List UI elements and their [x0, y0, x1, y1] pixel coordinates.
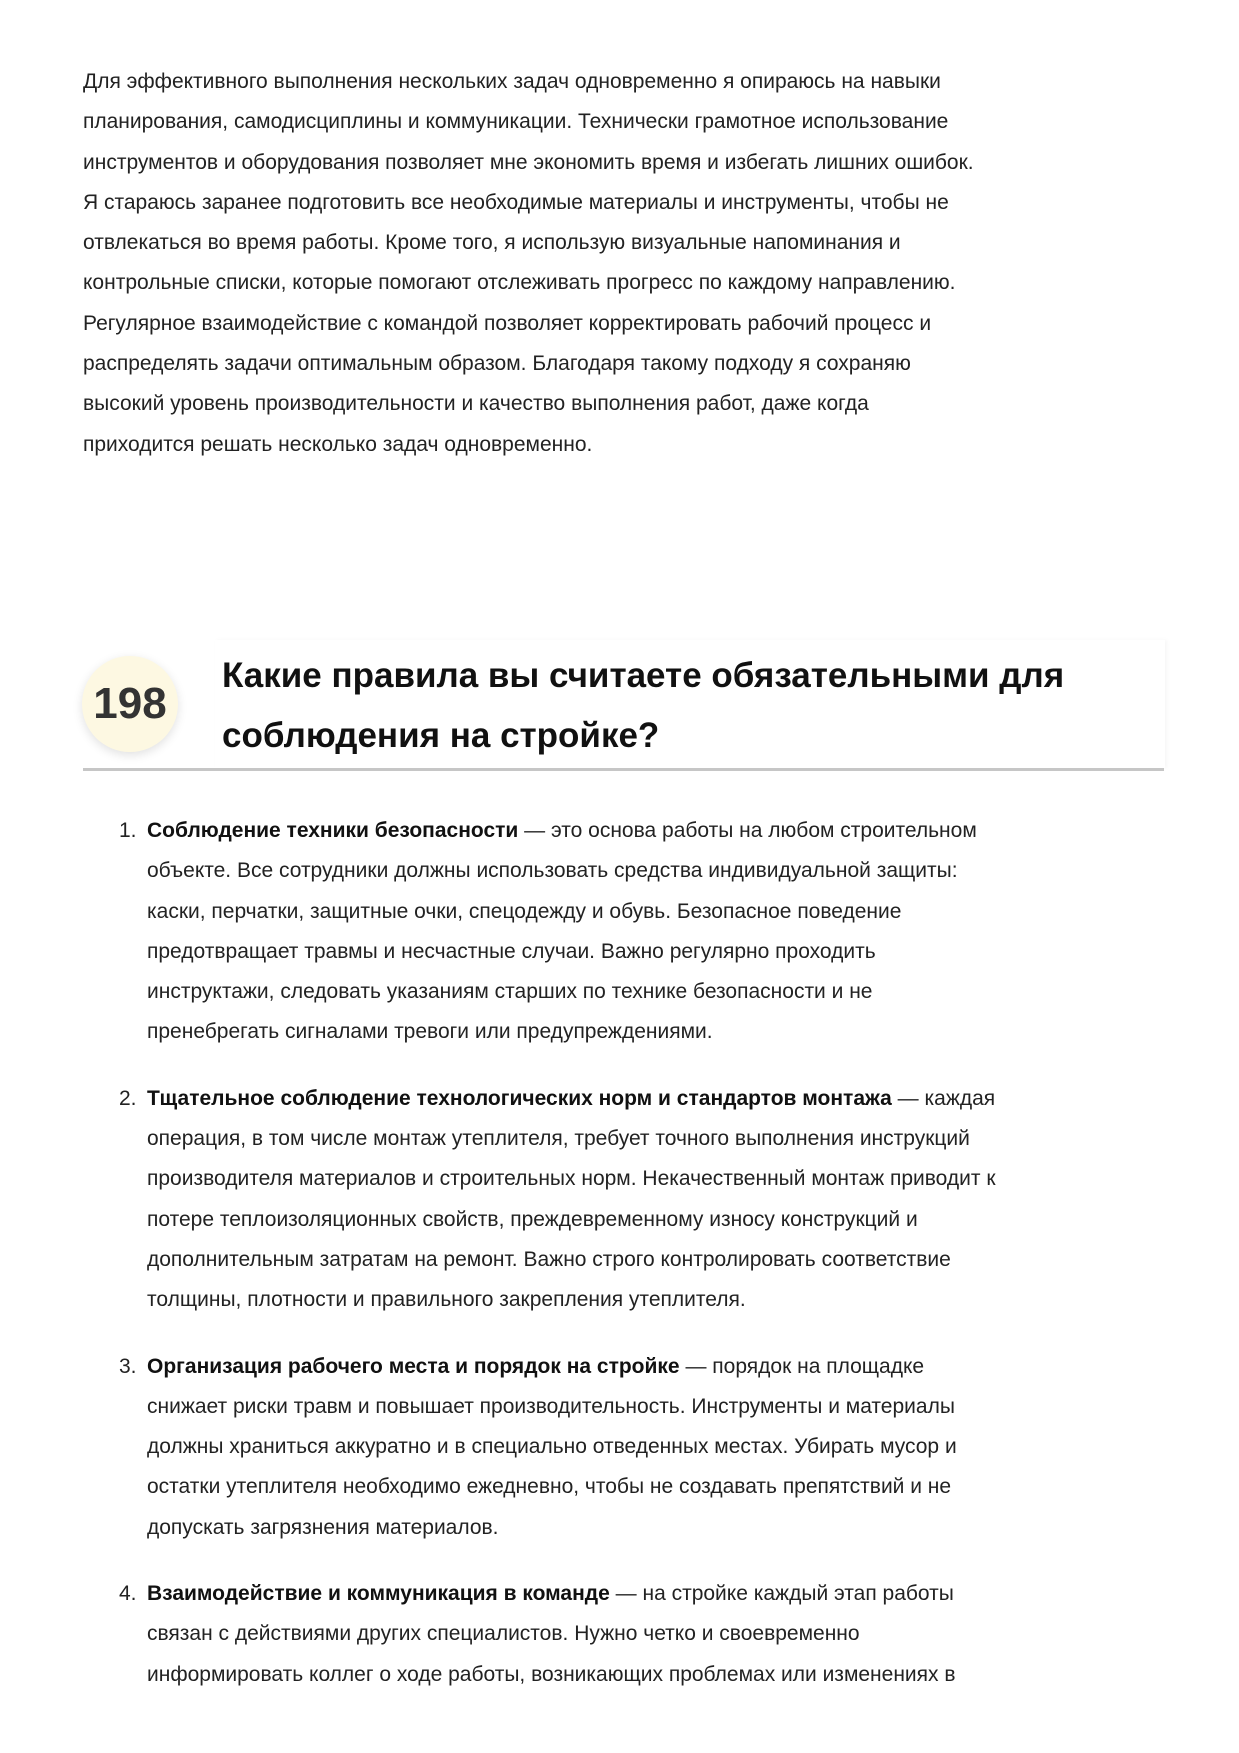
- item-heading: Соблюдение техники безопасности: [147, 819, 519, 842]
- item-first-line: [147, 1574, 996, 1614]
- list-item: [0, 1574, 996, 1695]
- question-title-line: соблюдения на стройке?: [222, 716, 660, 755]
- question-number-badge: 198: [82, 656, 178, 752]
- item-line: информировать коллег о ходе работы, возникающих проблемах или изменениях в: [147, 1662, 956, 1686]
- list-item: [0, 1079, 996, 1321]
- item-text: — порядок на площадке: [679, 1354, 925, 1378]
- item-line: пренебрегать сигналами тревоги или предупреждениями.: [147, 1020, 713, 1044]
- intro-line: Для эффективного выполнения нескольких задач одновременно я опираюсь на навыки: [83, 70, 941, 93]
- item-number: 1.: [119, 819, 137, 842]
- item-line: производителя материалов и строительных норм. Некачественный монтаж приводит к: [147, 1167, 996, 1191]
- list-item: [0, 1347, 996, 1548]
- item-line: операция, в том числе монтаж утеплителя, требует точного выполнения инструкций: [147, 1127, 970, 1151]
- item-text: — каждая: [891, 1086, 996, 1110]
- item-number: 2.: [119, 1086, 137, 1110]
- item-line: должны храниться аккуратно и в специально отведенных местах. Убирать мусор и: [147, 1435, 957, 1459]
- item-line: потере теплоизоляционных свойств, преждевременному износу конструкций и: [147, 1207, 918, 1231]
- item-first-line: [147, 1347, 996, 1387]
- item-number: 4.: [119, 1582, 137, 1606]
- item-heading: Взаимодействие и коммуникация в команде: [147, 1582, 610, 1606]
- item-line: каски, перчатки, защитные очки, спецодежду и обувь. Безопасное поведение: [147, 899, 902, 923]
- list-item: [0, 811, 996, 1053]
- item-line: остатки утеплителя необходимо ежедневно, чтобы не создавать препятствий и не: [147, 1475, 952, 1499]
- question-title-line: Какие правила вы считаете обязательными для: [222, 656, 1065, 695]
- item-first-line: [147, 1079, 996, 1119]
- item-heading: Тщательное соблюдение технологических норм и стандартов монтажа: [147, 1086, 892, 1110]
- item-line: предотвращает травмы и несчастные случаи. Важно регулярно проходить: [147, 939, 876, 963]
- intro-line: приходится решать несколько задач одновременно.: [83, 432, 593, 456]
- intro-line: инструментов и оборудования позволяет мне экономить время и избегать лишних ошибок.: [83, 150, 974, 174]
- question-title: [222, 646, 1064, 766]
- intro-line: планирования, самодисциплины и коммуникации. Технически грамотное использование: [83, 110, 949, 134]
- item-line: допускать загрязнения материалов.: [147, 1515, 499, 1539]
- divider: [83, 768, 1164, 771]
- intro-line: отвлекаться во время работы. Кроме того, я использую визуальные напоминания и: [83, 231, 901, 255]
- rules-list: [0, 811, 996, 1721]
- item-line: инструктажи, следовать указаниям старших по технике безопасности и не: [147, 980, 873, 1004]
- intro-line: контрольные списки, которые помогают отслеживать прогресс по каждому направлению.: [83, 271, 956, 295]
- intro-line: высокий уровень производительности и качество выполнения работ, даже когда: [83, 392, 869, 416]
- item-first-line: [147, 811, 996, 851]
- item-line: связан с действиями других специалистов. Нужно четко и своевременно: [147, 1622, 860, 1646]
- intro-paragraph: [83, 62, 974, 465]
- item-text: — на стройке каждый этап работы: [609, 1582, 954, 1606]
- intro-line: Регулярное взаимодействие с командой позволяет корректировать рабочий процесс и: [83, 311, 932, 335]
- item-text: — это основа работы на любом строительном: [518, 819, 977, 842]
- item-number: 3.: [119, 1354, 137, 1378]
- intro-line: распределять задачи оптимальным образом. Благодаря такому подходу я сохраняю: [83, 352, 911, 376]
- item-line: снижает риски травм и повышает производительность. Инструменты и материалы: [147, 1394, 955, 1418]
- item-heading: Организация рабочего места и порядок на стройке: [147, 1354, 680, 1378]
- item-line: объекте. Все сотрудники должны использовать средства индивидуальной защиты:: [147, 859, 958, 883]
- intro-line: Я стараюсь заранее подготовить все необходимые материалы и инструменты, чтобы не: [83, 190, 949, 214]
- item-line: толщины, плотности и правильного закрепления утеплителя.: [147, 1288, 746, 1312]
- item-line: дополнительным затратам на ремонт. Важно строго контролировать соответствие: [147, 1247, 951, 1271]
